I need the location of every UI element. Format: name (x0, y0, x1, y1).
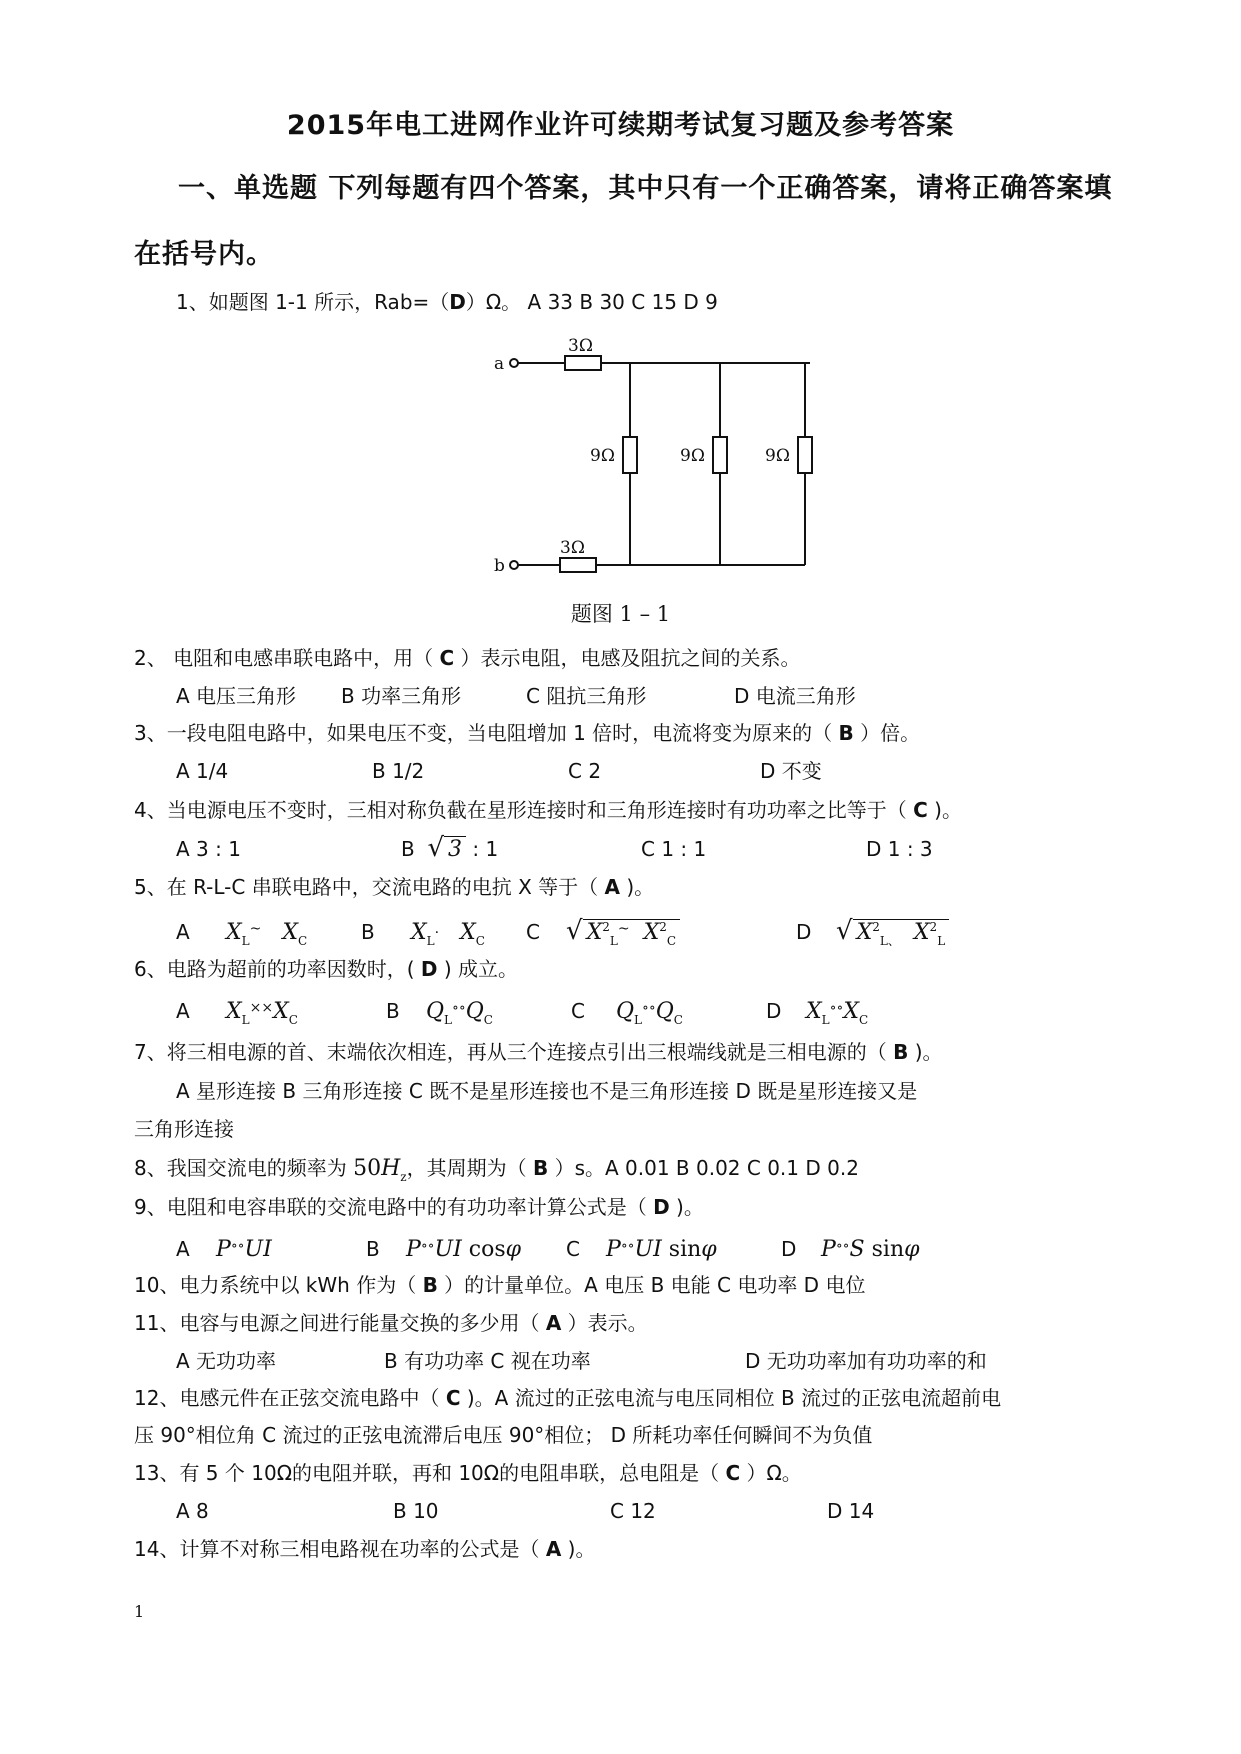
q3-answer: B (838, 721, 854, 745)
q6-text: 6、电路为超前的功率因数时，( (134, 957, 421, 981)
q5-formula-a: $X_L^\sim$ $X_C$ (226, 920, 308, 948)
q11-option-a: A 无功功率 (176, 1349, 277, 1373)
q1-text: 1、如题图 1-1 所示，Rab=（ (176, 290, 450, 314)
terminal-a (510, 359, 518, 367)
q6-option-d: D (766, 999, 782, 1023)
q2-option-b: B 功率三角形 (341, 684, 462, 708)
resistor-bottom (560, 558, 596, 572)
q6-formula-d: $X_L^{\circ\circ}X_C$ (806, 999, 869, 1027)
q2-option-a: A 电压三角形 (176, 684, 297, 708)
q3-option-d: D 不变 (760, 759, 822, 783)
q7-text-end: )。 (908, 1040, 943, 1064)
q4-option-d: D 1 : 3 (866, 837, 933, 861)
q13-text-end: ）Ω。 (740, 1461, 802, 1485)
q2-text-end: ）表示电阻，电感及阻抗之间的关系。 (454, 646, 801, 670)
label-r-bottom: 3Ω (560, 538, 585, 558)
q4-answer: C (913, 798, 928, 822)
resistor-p1 (623, 437, 637, 473)
q14-text: 14、计算不对称三相电路视在功率的公式是（ (134, 1537, 546, 1561)
terminal-b (510, 561, 518, 569)
q8-frequency: $50H_z$ (353, 1156, 407, 1184)
label-r-p2: 9Ω (680, 446, 705, 466)
q5-text-end: )。 (619, 875, 655, 899)
q11-text-end: ）表示。 (561, 1311, 648, 1335)
q11-option-d: D 无功功率加有功功率的和 (745, 1349, 987, 1373)
q11-option-bc: B 有功功率 C 视在功率 (384, 1349, 591, 1373)
question-4 (134, 797, 962, 823)
q13-text: 13、有 5 个 10Ω的电阻并联，再和 10Ω的电阻串联，总电阻是（ (134, 1461, 726, 1485)
q10-answer: B (422, 1273, 438, 1297)
q10-text: 10、电力系统中以 kWh 作为（ (134, 1273, 423, 1297)
q6-option-b: B (386, 999, 400, 1023)
question-13 (134, 1460, 802, 1486)
q13-options (176, 1498, 874, 1524)
q3-option-b: B 1/2 (372, 759, 425, 783)
resistor-p3 (798, 437, 812, 473)
sqrt-radicand: 3 (444, 836, 466, 862)
q7-text: 7、将三相电源的首、末端依次相连，再从三个连接点引出三根端线就是三相电源的（ (134, 1040, 894, 1064)
q6-formula-c: $Q_L^{\circ\circ}Q_C$ (616, 999, 683, 1027)
q5-options (176, 914, 949, 954)
figure-caption: 题图 1 – 1 (570, 602, 671, 626)
q11-text: 11、电容与电源之间进行能量交换的多少用（ (134, 1311, 546, 1335)
resistor-top (565, 356, 601, 370)
q4-options (176, 835, 933, 863)
q13-option-b: B 10 (393, 1499, 439, 1523)
q7-answer: B (893, 1040, 909, 1064)
q9-text: 9、电阻和电容串联的交流电路中的有功功率计算公式是（ (134, 1195, 654, 1219)
q2-option-c: C 阻抗三角形 (526, 684, 647, 708)
q13-option-a: A 8 (176, 1499, 209, 1523)
q5-option-c: C (526, 920, 540, 944)
q10-options: ）的计量单位。A 电压 B 电能 C 电功率 D 电位 (437, 1273, 866, 1297)
question-3 (134, 720, 920, 746)
q5-formula-b: $X_L^.$ $X_C$ (411, 920, 485, 948)
q12-options-cont: 压 90°相位角 C 流过的正弦电流滞后电压 90°相位； D 所耗功率任何瞬间不为负值 (134, 1423, 873, 1447)
document-title: 2015年电工进网作业许可续期考试复习题及参考答案 (286, 110, 955, 141)
q4-text: 4、当电源电压不变时，三相对称负截在星形连接时和三角形连接时有功功率之比等于（ (134, 798, 914, 822)
q1-options: ）Ω。 A 33 B 30 C 15 D 9 (465, 290, 718, 314)
q5-option-b: B (361, 920, 375, 944)
q7-options: A 星形连接 B 三角形连接 C 既不是星形连接也不是三角形连接 D 既是星形连接又是 (176, 1079, 918, 1103)
label-a: a (494, 354, 505, 374)
q3-text-end: ）倍。 (853, 721, 921, 745)
resistor-p2 (713, 437, 727, 473)
q9-formula-c: P∘∘UI sinφ (606, 1237, 717, 1262)
q5-option-d: D (796, 920, 812, 944)
q14-text-end: )。 (561, 1537, 596, 1561)
q7-options-cont: 三角形连接 (134, 1117, 234, 1141)
section-heading: 一、单选题 下列每题有四个答案，其中只有一个正确答案，请将正确答案填 (178, 173, 1113, 204)
q14-answer: A (545, 1537, 562, 1561)
q2-options (176, 683, 856, 709)
q3-option-c: C 2 (568, 759, 602, 783)
q2-option-d: D 电流三角形 (734, 684, 856, 708)
q2-text: 2、 电阻和电感串联电路中，用（ (134, 646, 440, 670)
q12-text: 12、电感元件在正弦交流电路中（ (134, 1386, 446, 1410)
section-heading-cont: 在括号内。 (134, 239, 274, 270)
q9-option-d: D (781, 1237, 797, 1261)
q9-formula-d: P∘∘S sinφ (821, 1237, 920, 1262)
q5-answer: A (604, 875, 620, 899)
q9-option-a: A (176, 1237, 190, 1261)
label-r-p1: 9Ω (590, 446, 615, 466)
q12-options: )。A 流过的正弦电流与电压同相位 B 流过的正弦电流超前电 (460, 1386, 1002, 1410)
page-number: 1 (134, 1602, 145, 1621)
question-11 (134, 1310, 648, 1336)
question-12 (134, 1385, 1001, 1411)
q12-answer: C (445, 1386, 461, 1410)
q6-formula-b: $Q_L^{\circ\circ}Q_C$ (426, 999, 493, 1027)
q9-formula-b: P∘∘UI cosφ (406, 1237, 522, 1262)
question-6 (134, 956, 518, 982)
q9-options (176, 1233, 920, 1263)
question-8 (134, 1155, 859, 1190)
q8-answer: B (532, 1156, 549, 1180)
question-1 (176, 289, 718, 315)
q9-answer: D (653, 1195, 670, 1219)
label-r-p3: 9Ω (765, 446, 790, 466)
q6-option-a: A (176, 999, 190, 1023)
q11-options (176, 1348, 987, 1374)
question-9 (134, 1194, 704, 1220)
q1-answer: D (449, 290, 466, 314)
q4-text-end: )。 (927, 798, 962, 822)
q13-answer: C (725, 1461, 741, 1485)
q4-option-b-ratio: : 1 (466, 837, 499, 861)
question-10 (134, 1272, 865, 1298)
q5-option-a: A (176, 920, 190, 944)
q9-formula-a: P∘∘UI (216, 1237, 272, 1262)
question-5 (134, 874, 654, 900)
q5-formula-d: √ $X^2_{L、}$ $X^2_L$ (836, 914, 949, 954)
q3-text: 3、一段电阻电路中，如果电压不变，当电阻增加 1 倍时，电流将变为原来的（ (134, 721, 839, 745)
q6-formula-a: $X_L^{\times\times}X_C$ (226, 999, 298, 1027)
question-7 (134, 1039, 943, 1065)
q3-option-a: A 1/4 (176, 759, 229, 783)
q6-answer: D (420, 957, 438, 981)
q9-text-end: )。 (669, 1195, 704, 1219)
question-2 (134, 645, 801, 671)
q9-option-b: B (366, 1237, 380, 1261)
q8-text: 8、我国交流电的频率为 (134, 1156, 354, 1180)
label-r-top: 3Ω (568, 336, 593, 356)
q2-answer: C (439, 646, 455, 670)
q6-option-c: C (571, 999, 585, 1023)
circuit-diagram (490, 335, 820, 575)
label-b: b (494, 556, 505, 575)
q3-options (176, 758, 822, 784)
q13-option-c: C 12 (610, 1499, 656, 1523)
q4-option-c: C 1 : 1 (641, 837, 707, 861)
question-14 (134, 1536, 595, 1562)
q13-option-d: D 14 (827, 1499, 875, 1523)
q11-answer: A (545, 1311, 562, 1335)
q6-text-end: ) 成立。 (437, 957, 519, 981)
q8-options: ）s。A 0.01 B 0.02 C 0.1 D 0.2 (548, 1156, 859, 1180)
q6-options (176, 995, 868, 1033)
q5-text: 5、在 R-L-C 串联电路中，交流电路的电抗 X 等于（ (134, 875, 605, 899)
q9-option-c: C (566, 1237, 580, 1261)
q5-formula-c: √ $X^2_L^\sim$ $X^2_C$ (566, 914, 796, 954)
q4-option-b: B (401, 837, 415, 861)
sqrt-symbol: √ (427, 833, 445, 863)
q4-option-a: A 3 : 1 (176, 837, 241, 861)
q8-text-mid: ，其周期为（ (406, 1156, 533, 1180)
